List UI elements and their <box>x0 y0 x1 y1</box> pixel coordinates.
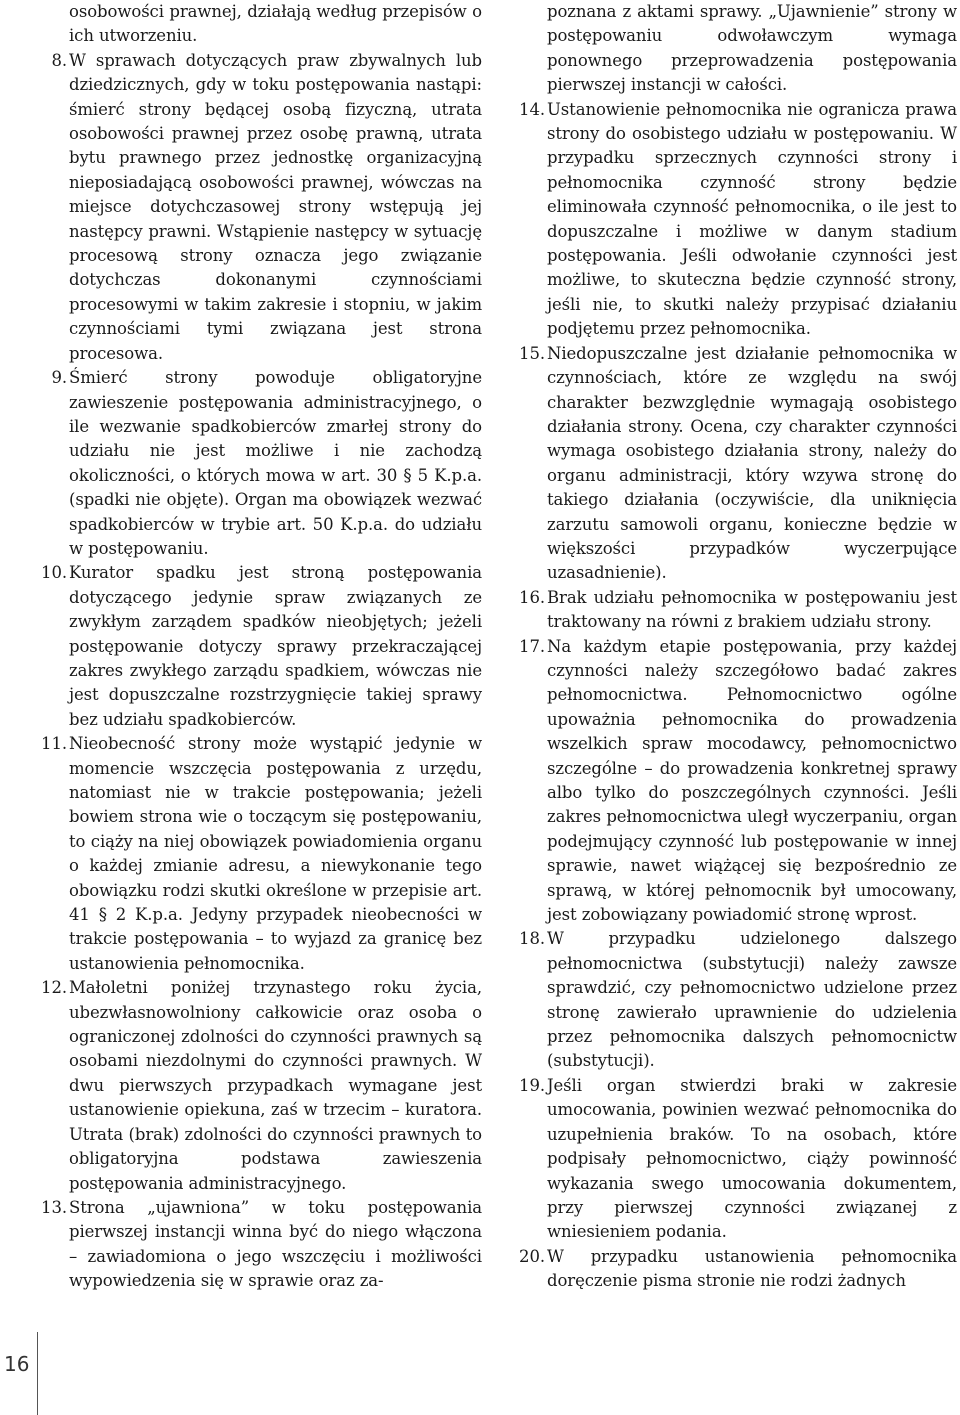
item-text: W sprawach dotyczących praw zbywalnych lub dziedzicznych, gdy w toku postępowania nastąpi: śmierć strony będącej osobą fizyczną, utrata osobowości prawnej przez osobę prawną, utrata bytu prawnego przez jednostkę organizacyjną nieposiadającą osobowości prawnej, wówczas na miejsce dotychczasowej strony wstępują jej następcy prawni. Wstąpienie następcy w sytuację procesową strony oznacza jego związanie dotychczas dokonanymi czynnościami procesowymi w takim zakresie i stopniu, w jakim czynnościami tymi związana jest strona procesowa. <box>69 50 482 363</box>
item-text: Małoletni poniżej trzynastego roku życia, ubezwłasnowolniony całkowicie oraz osoba o ograniczonej zdolności do czynności prawnych są osobami niezdolnymi do czynności prawnych. W dwu pierwszych przypadkach wymagane jest ustanowienie opiekuna, zaś w trzecim – kuratora. Utrata (brak) zdolności do czynności prawnych to obligatoryjna podstawa zawieszenia postępowania administracyjnego. <box>69 978 482 1193</box>
list-item-17 <box>505 635 957 928</box>
list-item-13 <box>27 1196 482 1294</box>
item-text: Śmierć strony powoduje obligatoryjne zawieszenie postępowania administracyjnego, o ile wezwanie spadkobierców zmarłej strony do udziału nie jest możliwe i nie zachodzą okoliczności, o których mowa w art. 30 § 5 K.p.a. (spadki nie objęte). Organ ma obowiązek wezwać spadkobierców w trybie art. 50 K.p.a. do udziału w postępowaniu. <box>69 368 482 558</box>
right-column <box>505 0 957 1294</box>
page-number: 16 <box>4 1352 30 1376</box>
left-continuation-text: osobowości prawnej, działają według przepisów o ich utworzeniu. <box>69 2 482 46</box>
item-text: Nieobecność strony może wystąpić jedynie w momencie wszczęcia postępowania z urzędu, natomiast nie w trakcie postępowania; jeżeli bowiem strona wie o toczącym się postępowaniu, to ciąży na niej obowiązek powiadomienia organu o każdej zmianie adresu, a niewykonanie tego obowiązku rodzi skutki określone w przepisie art. 41 § 2 K.p.a. Jedyny przypadek nieobecności w trakcie postępowania – to wyjazd za granicę bez ustanowienia pełnomocnika. <box>69 734 482 973</box>
item-text: Ustanowienie pełnomocnika nie ogranicza prawa strony do osobistego udziału w postępowaniu. W przypadku sprzecznych czynności strony i pełnomocnika czynność strony będzie eliminowała czynność pełnomocnika, o ile jest to dopuszczalne i możliwe w danym stadium postępowania. Jeśli odwołanie czynności jest możliwe, to skuteczna będzie czynność strony, jeśli nie, to skutki należy przypisać działaniu podjętemu przez pełnomocnika. <box>547 99 957 339</box>
list-item-16 <box>505 586 957 635</box>
item-text: Kurator spadku jest stroną postępowania dotyczącego jedynie spraw związanych ze zwykłym zarządem spadków nieobjętych; jeżeli postępowanie dotyczy sprawy przekraczającej zakres zwykłego zarządu spadkiem, wówczas nie jest dopuszczalne rozstrzygnięcie takiej sprawy bez udziału spadkobierców. <box>69 563 482 729</box>
item-text: W przypadku ustanowienia pełnomocnika doręczenie pisma stronie nie rodzi żadnych <box>547 1246 957 1291</box>
item-number: 10. <box>41 563 67 583</box>
item-number: 20. <box>519 1246 545 1266</box>
item-number: 9. <box>51 368 67 388</box>
item-number: 19. <box>519 1075 545 1095</box>
left-column <box>27 0 482 1294</box>
list-item-15 <box>505 342 957 586</box>
item-number: 16. <box>519 587 545 607</box>
item-text: Strona „ujawniona” w toku postępowania pierwszej instancji winna być do niego włączona – zawiadomiona o jego wszczęciu i możliwości wypowiedzenia się w sprawie oraz za- <box>69 1197 482 1291</box>
right-continuation-text: poznana z aktami sprawy. „Ujawnienie” strony w postępowaniu odwoławczym wymaga ponownego przeprowadzenia postępowania pierwszej instancji w całości. <box>547 2 957 95</box>
item-number: 11. <box>41 734 67 754</box>
page-footer <box>0 1332 40 1415</box>
list-item-10 <box>27 561 482 732</box>
item-text: Na każdym etapie postępowania, przy każdej czynności należy szczegółowo badać zakres pełnomocnictwa. Pełnomocnictwo ogólne upoważnia pełnomocnika do prowadzenia wszelkich spraw mocodawcy, pełnomocnictwo szczególne – do prowadzenia konkretnej sprawy albo tylko do poszczególnych czynności. Jeśli zakres pełnomocnictwa uległ wyczerpaniu, organ podejmujący czynność lub postępowanie w innej sprawie, nawet wiążącej się bezpośrednio ze sprawą, w której pełnomocnik był umocowany, jest zobowiązany powiadomić stronę wprost. <box>547 636 957 925</box>
item-number: 12. <box>41 978 67 998</box>
list-item-18 <box>505 927 957 1073</box>
item-number: 17. <box>519 636 545 656</box>
item-text: Jeśli organ stwierdzi braki w zakresie umocowania, powinien wezwać pełnomocnika do uzupełnienia braków. To na osobach, które podpisały pełnomocnictwo, ciąży powinność wykazania swego umocowania dokumentem, przy pierwszej czynności związanej z wniesieniem podania. <box>547 1075 957 1242</box>
page-divider-line <box>37 1332 38 1415</box>
list-item-12 <box>27 976 482 1196</box>
item-number: 14. <box>519 99 545 119</box>
item-text: W przypadku udzielonego dalszego pełnomocnictwa (substytucji) należy zawsze sprawdzić, czy pełnomocnictwo udzielone przez stronę zawierało uprawnienie do udzielenia przez pełnomocnika dalszych pełnomocnictw (substytucji). <box>547 929 957 1071</box>
item-text: Niedopuszczalne jest działanie pełnomocnika w czynnościach, które ze względu na swój charakter bezwzględnie wymagają osobistego działania strony. Ocena, czy charakter czynności wymaga osobistego działania strony, należy do organu administracji, który wzywa stronę do takiego działania (oczywiście, dla uniknięcia zarzutu samowoli organu, konieczne będzie w większości przypadków wyczerpujące uzasadnienie). <box>547 343 957 583</box>
item-text: Brak udziału pełnomocnika w postępowaniu jest traktowany na równi z brakiem udziału strony. <box>547 587 957 632</box>
list-item-20 <box>505 1245 957 1294</box>
list-item-14 <box>505 98 957 342</box>
item-number: 13. <box>41 1197 67 1217</box>
item-number: 8. <box>51 50 67 70</box>
list-item-11 <box>27 732 482 976</box>
list-item-8 <box>27 49 482 366</box>
item-number: 15. <box>519 343 545 363</box>
list-item-19 <box>505 1074 957 1245</box>
item-number: 18. <box>519 929 545 949</box>
list-item-9 <box>27 366 482 561</box>
